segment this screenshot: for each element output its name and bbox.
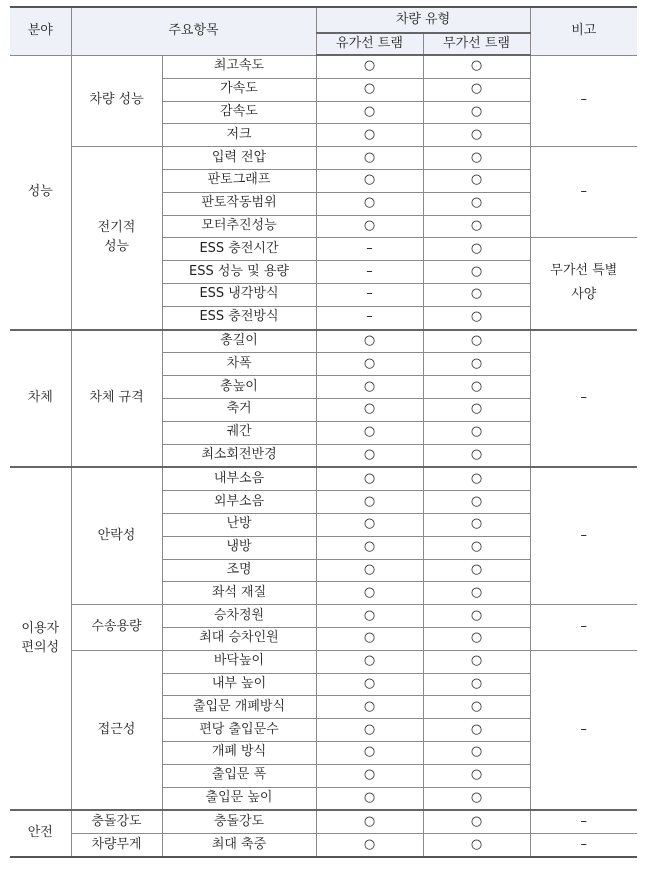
- table-row: [10, 55, 637, 78]
- item-cell: 차폭: [162, 353, 316, 376]
- item-cell: 개폐 방식: [162, 741, 316, 764]
- wireless-cell: ○: [423, 673, 530, 696]
- wireless-cell: ○: [423, 764, 530, 787]
- item-cell: 총높이: [162, 376, 316, 399]
- item-cell: 최대 축중: [162, 834, 316, 857]
- wired-cell: ○: [316, 787, 423, 810]
- remark-cell: –: [530, 650, 637, 810]
- wired-cell: –: [316, 306, 423, 329]
- item-cell: 출입문 개폐방식: [162, 696, 316, 719]
- header-wireless: 무가선 트램: [423, 33, 530, 55]
- wireless-cell: ○: [423, 421, 530, 444]
- header-row-1: [10, 7, 637, 33]
- wireless-cell: ○: [423, 650, 530, 673]
- wireless-cell: ○: [423, 78, 530, 101]
- field-convenience: [10, 467, 71, 810]
- wireless-cell: ○: [423, 741, 530, 764]
- wireless-cell: ○: [423, 353, 530, 376]
- wireless-cell: ○: [423, 834, 530, 857]
- table-row: [10, 810, 637, 833]
- item-cell: 판토그래프: [162, 169, 316, 192]
- wired-cell: ○: [316, 215, 423, 238]
- remark-cell: –: [530, 330, 637, 468]
- category-body-spec: 차체 규격: [71, 330, 162, 468]
- item-cell: 편당 출입문수: [162, 719, 316, 742]
- wired-cell: ○: [316, 353, 423, 376]
- remark-cell: –: [530, 467, 637, 604]
- wired-cell: ○: [316, 55, 423, 78]
- item-cell: 저크: [162, 124, 316, 147]
- wired-cell: ○: [316, 741, 423, 764]
- item-cell: 충돌강도: [162, 810, 316, 833]
- remark-cell: –: [530, 605, 637, 651]
- table-row: [10, 650, 637, 673]
- wireless-cell: ○: [423, 787, 530, 810]
- category-capacity: 수송용량: [71, 605, 162, 651]
- item-cell: 모터추진성능: [162, 215, 316, 238]
- header-field: 분야: [10, 7, 71, 55]
- wired-cell: ○: [316, 444, 423, 467]
- wired-cell: ○: [316, 330, 423, 353]
- wired-cell: ○: [316, 78, 423, 101]
- remark-cell: –: [530, 55, 637, 147]
- wireless-cell: ○: [423, 376, 530, 399]
- wireless-cell: ○: [423, 536, 530, 559]
- wireless-cell: ○: [423, 582, 530, 605]
- wired-cell: ○: [316, 124, 423, 147]
- wireless-cell: ○: [423, 306, 530, 329]
- wired-cell: –: [316, 238, 423, 261]
- item-cell: ESS 충전시간: [162, 238, 316, 261]
- remark-cell: –: [530, 834, 637, 857]
- wireless-cell: ○: [423, 55, 530, 78]
- category-electrical-performance-label: 전기적 성능: [97, 220, 136, 254]
- table-row: [10, 330, 637, 353]
- item-cell: ESS 충전방식: [162, 306, 316, 329]
- item-cell: 입력 전압: [162, 147, 316, 170]
- category-comfort: 안락성: [71, 467, 162, 604]
- item-cell: 최소회전반경: [162, 444, 316, 467]
- wired-cell: ○: [316, 536, 423, 559]
- item-cell: ESS 성능 및 용량: [162, 261, 316, 284]
- category-vehicle-weight: 차량무게: [71, 834, 162, 857]
- wired-cell: ○: [316, 810, 423, 833]
- category-vehicle-performance: 차량 성능: [71, 55, 162, 147]
- wireless-cell: ○: [423, 283, 530, 306]
- remark-wireless-special: [530, 238, 637, 330]
- wired-cell: ○: [316, 719, 423, 742]
- wired-cell: ○: [316, 147, 423, 170]
- item-cell: 축거: [162, 398, 316, 421]
- spec-table-container: [10, 6, 637, 858]
- header-wired: 유가선 트램: [316, 33, 423, 55]
- wireless-cell: ○: [423, 124, 530, 147]
- field-safety: 안전: [10, 810, 71, 857]
- wired-cell: –: [316, 283, 423, 306]
- wireless-cell: ○: [423, 192, 530, 215]
- item-cell: 조명: [162, 559, 316, 582]
- header-item: 주요항목: [71, 7, 316, 55]
- wired-cell: ○: [316, 834, 423, 857]
- item-cell: 외부소음: [162, 491, 316, 514]
- wireless-cell: ○: [423, 330, 530, 353]
- wireless-cell: ○: [423, 444, 530, 467]
- wired-cell: ○: [316, 467, 423, 490]
- table-row: [10, 147, 637, 170]
- wireless-cell: ○: [423, 491, 530, 514]
- item-cell: 출입문 폭: [162, 764, 316, 787]
- wireless-cell: ○: [423, 696, 530, 719]
- category-accessibility: 접근성: [71, 650, 162, 810]
- table-row: [10, 467, 637, 490]
- wired-cell: ○: [316, 491, 423, 514]
- table-row: [10, 834, 637, 857]
- item-cell: 내부 높이: [162, 673, 316, 696]
- item-cell: 총길이: [162, 330, 316, 353]
- wired-cell: ○: [316, 513, 423, 536]
- item-cell: 냉방: [162, 536, 316, 559]
- wireless-cell: ○: [423, 398, 530, 421]
- item-cell: 바닥높이: [162, 650, 316, 673]
- wired-cell: ○: [316, 696, 423, 719]
- wireless-cell: ○: [423, 513, 530, 536]
- wired-cell: ○: [316, 605, 423, 628]
- wireless-cell: ○: [423, 467, 530, 490]
- item-cell: 판토작동범위: [162, 192, 316, 215]
- item-cell: ESS 냉각방식: [162, 283, 316, 306]
- wired-cell: ○: [316, 582, 423, 605]
- field-convenience-label: 이용자 편의성: [21, 620, 60, 655]
- tram-spec-table: [10, 6, 637, 858]
- wireless-cell: ○: [423, 147, 530, 170]
- remark-cell: –: [530, 810, 637, 833]
- wired-cell: ○: [316, 376, 423, 399]
- item-cell: 궤간: [162, 421, 316, 444]
- item-cell: 출입문 높이: [162, 787, 316, 810]
- wired-cell: –: [316, 261, 423, 284]
- item-cell: 감속도: [162, 101, 316, 124]
- item-cell: 가속도: [162, 78, 316, 101]
- wireless-cell: ○: [423, 605, 530, 628]
- header-remark: 비고: [530, 7, 637, 55]
- wireless-cell: ○: [423, 627, 530, 650]
- header-vehicle-type: 차량 유형: [316, 7, 530, 33]
- wireless-cell: ○: [423, 559, 530, 582]
- wireless-cell: ○: [423, 215, 530, 238]
- wireless-cell: ○: [423, 101, 530, 124]
- item-cell: 승차정원: [162, 605, 316, 628]
- wireless-cell: ○: [423, 238, 530, 261]
- item-cell: 최대 승차인원: [162, 627, 316, 650]
- wired-cell: ○: [316, 398, 423, 421]
- item-cell: 난방: [162, 513, 316, 536]
- wired-cell: ○: [316, 650, 423, 673]
- wired-cell: ○: [316, 764, 423, 787]
- wireless-cell: ○: [423, 261, 530, 284]
- item-cell: 좌석 재질: [162, 582, 316, 605]
- item-cell: 최고속도: [162, 55, 316, 78]
- wired-cell: ○: [316, 559, 423, 582]
- wireless-cell: ○: [423, 810, 530, 833]
- wireless-cell: ○: [423, 169, 530, 192]
- field-performance: 성능: [10, 55, 71, 330]
- remark-wireless-special-label: 무가선 특별사양: [550, 262, 618, 303]
- wired-cell: ○: [316, 421, 423, 444]
- wired-cell: ○: [316, 192, 423, 215]
- table-row: [10, 605, 637, 628]
- item-cell: 내부소음: [162, 467, 316, 490]
- category-electrical-performance: [71, 147, 162, 330]
- category-crash-strength: 충돌강도: [71, 810, 162, 833]
- remark-cell: –: [530, 147, 637, 238]
- wired-cell: ○: [316, 169, 423, 192]
- wireless-cell: ○: [423, 719, 530, 742]
- field-body: 차체: [10, 330, 71, 468]
- wired-cell: ○: [316, 101, 423, 124]
- wired-cell: ○: [316, 673, 423, 696]
- wired-cell: ○: [316, 627, 423, 650]
